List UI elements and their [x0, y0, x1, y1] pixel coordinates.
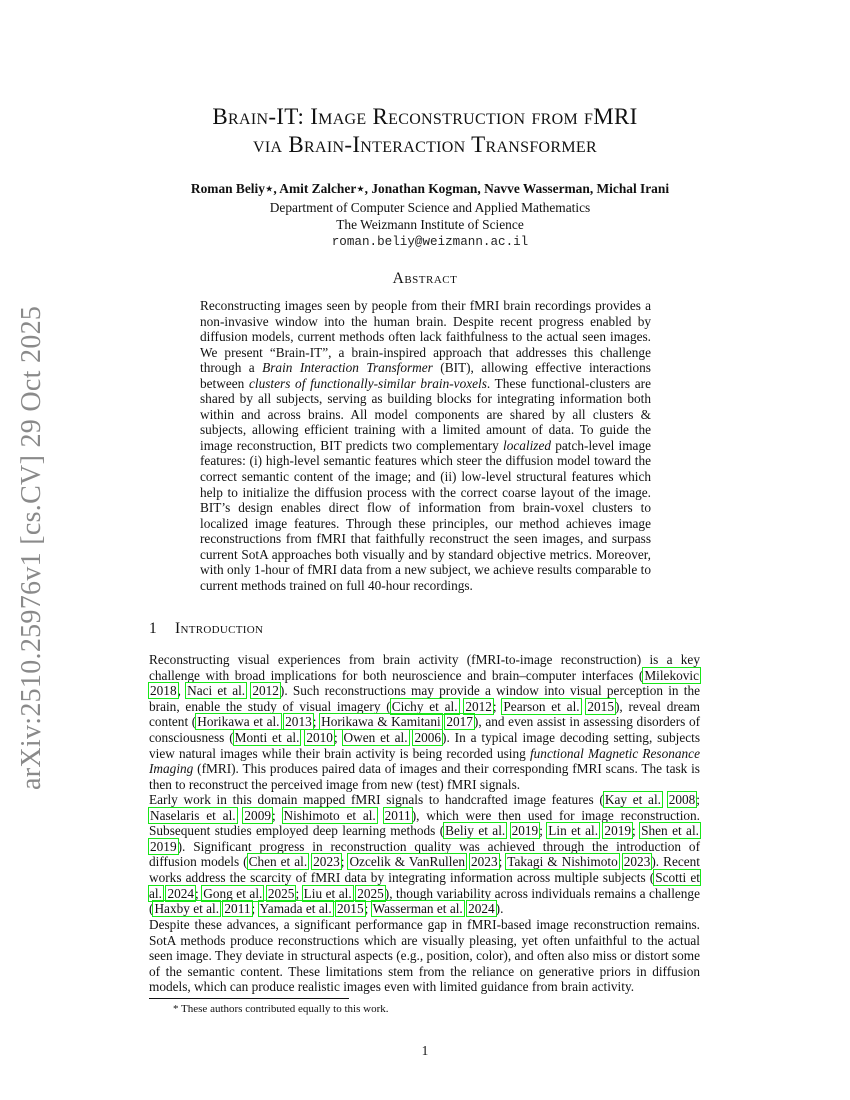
- citation-link[interactable]: 2025: [267, 885, 295, 901]
- citation-link[interactable]: 2023: [623, 854, 651, 870]
- citation-link[interactable]: Yamada et al.: [259, 901, 332, 917]
- affiliation-institute: The Weizmann Institute of Science: [336, 217, 524, 232]
- page-number: 1: [421, 1043, 429, 1058]
- citation-link[interactable]: Liu et al.: [303, 885, 352, 901]
- citation-link[interactable]: 2012: [252, 683, 279, 699]
- citation-link[interactable]: 2011: [224, 901, 251, 917]
- citation-link[interactable]: Shen et al.: [641, 823, 699, 839]
- citation-link[interactable]: Milekovic: [644, 667, 699, 683]
- abstract-text: Reconstructing images seen by people from their fMRI brain recordings provides a non-invasive window into the human brain. Despite recent progress enabled by diffusion models, current methods often lack faithfulness to the actual seen images. We present “Brain-IT”, a brain-inspired approach that addresses this challenge through a: [200, 298, 651, 376]
- citation-link[interactable]: Scotti et al.: [149, 869, 700, 901]
- citation-link[interactable]: Gong et al.: [203, 885, 263, 901]
- citation-link[interactable]: Monti et al.: [234, 729, 300, 745]
- section-title: Introduction: [175, 620, 264, 637]
- abstract-text: . These functional-clusters are shared by all subjects, serving as building blocks for integrating information both within and across brains. All model components are shared by all clusters & subjects, allowing efficient training with a limited amount of data. To guide the image reconstruction, BIT predicts two complementary: [200, 375, 651, 453]
- citation-link[interactable]: 2025: [357, 885, 384, 901]
- citation-link[interactable]: 2010: [306, 729, 333, 745]
- citation-link[interactable]: 2011: [384, 807, 411, 823]
- citation-link[interactable]: 2006: [414, 729, 442, 745]
- citation-link[interactable]: 2018: [150, 683, 177, 699]
- section-heading-introduction: [149, 620, 263, 638]
- contact-email[interactable]: roman.beliy@weizmann.ac.il: [331, 235, 529, 249]
- citation-link[interactable]: Pearson et al.: [503, 698, 580, 714]
- citation-link[interactable]: Wasserman et al.: [372, 901, 463, 917]
- intro-paragraph-1: Reconstructing visual experiences from brain activity (fMRI-to-image reconstruction) is a key challenge with broad implications for both neuroscience and brain–computer interfaces (Milekovic 2018, Naci et al. 2012). Such reconstructions may provide a window into visual perception in the brain, enable the study of visual imagery (Cichy et al. 2012; Pearson et al. 2015), reveal dream content (Horikawa et al. 2013; Horikawa & Kamitani 2017), and even assist in assessing disorders of consciousness (Monti et al. 2010; Owen et al. 2006). In a typical image decoding setting, subjects view natural images while their brain activity is being recorded using functional Magnetic Resonance Imaging (fMRI). This produces paired data of images and their corresponding fMRI scans. The task is then to reconstruct the perceived image from new (test) fMRI signals.: [149, 652, 701, 792]
- abstract-emphasis: localized: [503, 437, 552, 453]
- abstract-body: [200, 298, 651, 593]
- affiliation-department: Department of Computer Science and Applied Mathematics: [269, 200, 591, 215]
- citation-link[interactable]: 2023: [313, 854, 340, 870]
- citation-link[interactable]: Naselaris et al.: [150, 807, 236, 823]
- citation-link[interactable]: Horikawa et al.: [197, 714, 280, 730]
- footnote-equal-contribution: * These authors contributed equally to this work.: [173, 1003, 389, 1015]
- intro-paragraph-3: Despite these advances, a significant performance gap in fMRI-based image reconstruction remains. SotA methods produce reconstructions which are visually pleasing, yet often unfaithful to the actual seen image. They deviate in structural aspects (e.g., position, color), and often also miss or distort some of the semantic content. These limitations stem from the reliance on generative priors in diffusion models, which can produce realistic images even with limited guidance from brain activity.: [149, 917, 700, 995]
- citation-link[interactable]: Takagi & Nishimoto: [507, 854, 618, 870]
- citation-link[interactable]: 2017: [446, 714, 473, 730]
- citation-link[interactable]: Horikawa & Kamitani: [321, 714, 441, 730]
- citation-link[interactable]: Haxby et al.: [154, 901, 220, 917]
- citation-link[interactable]: Nishimoto et al.: [283, 807, 376, 823]
- intro-paragraph-2: Early work in this domain mapped fMRI signals to handcrafted image features (Kay et al. 2008; Naselaris et al. 2009; Nishimoto et al. 2011), which were then used for image reconstruction. Subsequent studies employed deep learning methods (Beliy et al. 2019; Lin et al. 2019; Shen et al. 2019). Significant progress in reconstruction quality was achieved through the introduction of diffusion models (Chen et al. 2023; Ozcelik & VanRullen 2023; Takagi & Nishimoto 2023). Recent works address the scarcity of fMRI data by integrating information across multiple subjects (Scotti et al. 2024; Gong et al. 2025; Liu et al. 2025), though variability across individuals remains a challenge (Haxby et al. 2011; Yamada et al. 2015; Wasserman et al. 2024).: [149, 792, 701, 917]
- abstract-text: (BIT), allowing effective interactions between: [200, 360, 651, 391]
- citation-link[interactable]: 2012: [465, 698, 492, 714]
- citation-link[interactable]: Beliy et al.: [445, 823, 506, 839]
- author-list: Roman Beliy⋆, Amit Zalcher⋆, Jonathan Kogman, Navve Wasserman, Michal Irani: [190, 181, 670, 196]
- citation-link[interactable]: 2024: [468, 901, 495, 917]
- citation-link[interactable]: Chen et al.: [248, 854, 308, 870]
- title-line-2: via Brain-Interaction Transformer: [253, 132, 597, 157]
- citation-link[interactable]: 2015: [337, 901, 364, 917]
- citation-link[interactable]: 2009: [244, 807, 271, 823]
- citation-link[interactable]: Owen et al.: [343, 729, 408, 745]
- citation-link[interactable]: 2015: [587, 698, 614, 714]
- citation-link[interactable]: 2023: [471, 854, 498, 870]
- citation-link[interactable]: Lin et al.: [548, 823, 599, 839]
- citation-link[interactable]: 2019: [511, 823, 539, 839]
- abstract-text: patch-level image features: (i) high-level semantic features which steer the diffusion model toward the correct semantic content of the image; and (ii) low-level structural features which help to initialize the diffusion process with the correct coarse layout of the image. BIT’s design enables direct flow of information from brain-voxel clusters to localized image features. Through these principles, our method achieves image reconstructions from fMRI that faithfully reconstruct the seen images, and surpass current SotA approaches both visually and by standard objective metrics. Moreover, with only 1-hour of fMRI data from a new subject, we achieve results comparable to current methods trained on full 40-hour recordings.: [200, 437, 651, 593]
- citation-link[interactable]: Kay et al.: [604, 792, 661, 807]
- paper-title: [150, 103, 700, 159]
- section-number: 1: [149, 620, 158, 637]
- citation-link[interactable]: 2013: [285, 714, 312, 730]
- title-line-1: Brain-IT: Image Reconstruction from fMRI: [212, 104, 638, 129]
- citation-link[interactable]: Cichy et al.: [391, 698, 458, 714]
- citation-link[interactable]: 2008: [668, 792, 696, 807]
- abstract-emphasis: Brain Interaction Transformer: [262, 360, 433, 376]
- citation-link[interactable]: Ozcelik & VanRullen: [349, 854, 465, 870]
- footnote-divider: [149, 998, 349, 999]
- arxiv-identifier-stamp: arXiv:2510.25976v1 [cs.CV] 29 Oct 2025: [16, 305, 47, 790]
- citation-link[interactable]: 2019: [604, 823, 632, 839]
- citation-link[interactable]: 2019: [150, 838, 177, 854]
- abstract-heading: Abstract: [392, 270, 458, 287]
- citation-link[interactable]: Naci et al.: [187, 683, 246, 699]
- abstract-emphasis: clusters of functionally-similar brain-voxels: [249, 375, 487, 391]
- emphasis-text: functional Magnetic Resonance Imaging: [149, 745, 700, 777]
- citation-link[interactable]: 2024: [167, 885, 195, 901]
